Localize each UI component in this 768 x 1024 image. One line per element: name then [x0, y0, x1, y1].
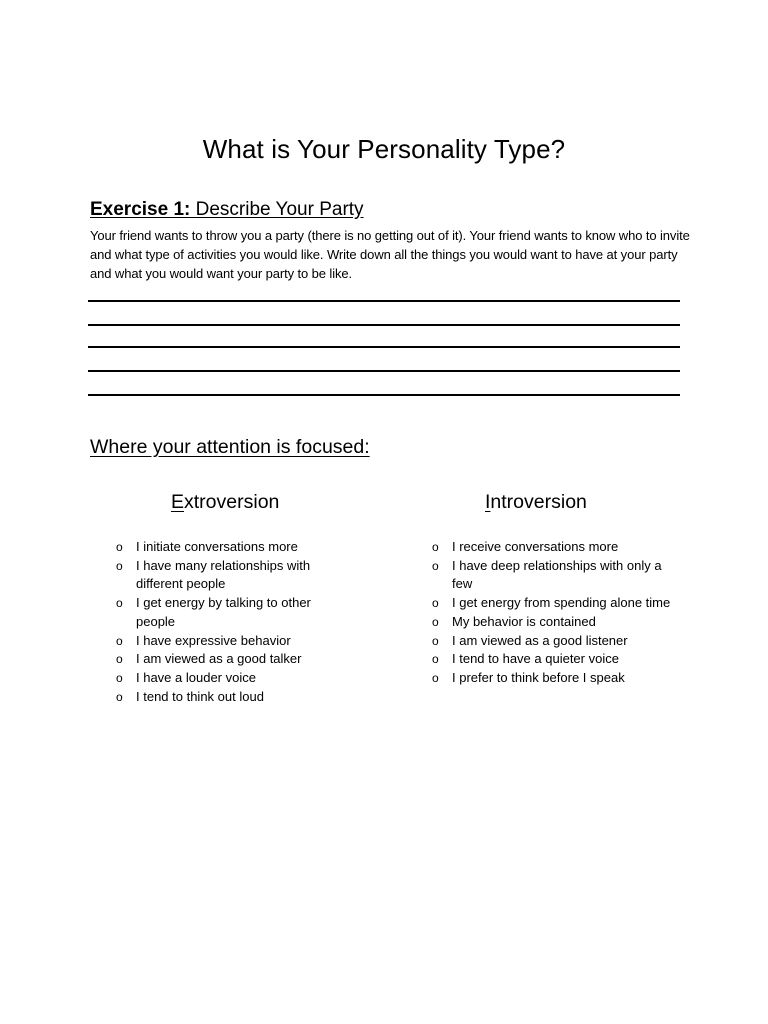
- extroversion-initial: E: [171, 491, 185, 513]
- list-item-text: I prefer to think before I speak: [452, 669, 625, 685]
- list-item: [432, 669, 680, 688]
- list-item-text: I tend to think out loud: [136, 688, 264, 704]
- list-item: [116, 632, 332, 651]
- circle-bullet-icon: o: [116, 540, 123, 554]
- circle-bullet-icon: o: [116, 652, 123, 667]
- circle-bullet-icon: o: [432, 540, 439, 554]
- list-item: [432, 650, 680, 669]
- circle-bullet-icon: o: [432, 670, 439, 685]
- introversion-rest: ntroversion: [490, 491, 587, 513]
- answer-line[interactable]: [88, 346, 680, 348]
- section-heading: Where your attention is focused:: [90, 436, 370, 458]
- answer-line[interactable]: [88, 300, 680, 302]
- list-item: [432, 557, 680, 594]
- exercise-name: Describe Your Party: [195, 199, 364, 220]
- list-item-text: I am viewed as a good listener: [452, 632, 628, 648]
- introversion-initial: I: [485, 491, 491, 513]
- list-item: [116, 594, 332, 631]
- list-item: [116, 538, 332, 557]
- extroversion-heading: [171, 491, 279, 514]
- list-item: [116, 688, 332, 707]
- list-item-text: I am viewed as a good talker: [136, 651, 302, 667]
- list-item-text: My behavior is contained: [452, 613, 596, 629]
- answer-line[interactable]: [88, 324, 680, 326]
- extroversion-list: [116, 538, 332, 706]
- list-item-text: I tend to have a quieter voice: [452, 651, 619, 667]
- circle-bullet-icon: o: [432, 633, 439, 648]
- extroversion-rest: xtroversion: [184, 491, 280, 513]
- introversion-heading: [485, 491, 587, 514]
- circle-bullet-icon: o: [116, 633, 123, 648]
- circle-bullet-icon: o: [432, 558, 439, 573]
- list-item-text: I have deep relationships with only a few: [452, 557, 662, 592]
- list-item-text: I have many relationships with different people: [136, 557, 311, 592]
- answer-line[interactable]: [88, 394, 680, 396]
- list-item-text: I get energy by talking to other people: [136, 595, 311, 629]
- list-item: [432, 538, 680, 557]
- list-item: [116, 650, 332, 669]
- circle-bullet-icon: o: [116, 596, 123, 611]
- exercise-heading: [90, 199, 364, 221]
- circle-bullet-icon: o: [432, 652, 439, 667]
- circle-bullet-icon: o: [116, 558, 123, 573]
- list-item-text: I have expressive behavior: [136, 632, 291, 648]
- circle-bullet-icon: o: [432, 614, 439, 629]
- list-item-text: I initiate conversations more: [136, 539, 298, 554]
- list-item: [432, 594, 680, 613]
- page-title: What is Your Personality Type?: [202, 134, 566, 164]
- circle-bullet-icon: o: [116, 670, 123, 685]
- list-item: [116, 669, 332, 688]
- exercise-label: Exercise 1:: [90, 199, 191, 220]
- list-item-text: I receive conversations more: [452, 539, 619, 554]
- list-item-text: I get energy from spending alone time: [452, 595, 671, 611]
- introversion-list: [432, 538, 680, 688]
- list-item: [116, 557, 332, 594]
- answer-line[interactable]: [88, 370, 680, 372]
- circle-bullet-icon: o: [116, 689, 123, 704]
- list-item-text: I have a louder voice: [136, 669, 256, 685]
- list-item: [432, 632, 680, 651]
- list-item: [432, 613, 680, 632]
- circle-bullet-icon: o: [432, 596, 439, 611]
- exercise-instructions: Your friend wants to throw you a party (there is no getting out of it). Your friend wants to know who to invite and what type of activities you would like. Write down all the things you would want to have at your party and what you would want your party to be like.: [90, 228, 690, 281]
